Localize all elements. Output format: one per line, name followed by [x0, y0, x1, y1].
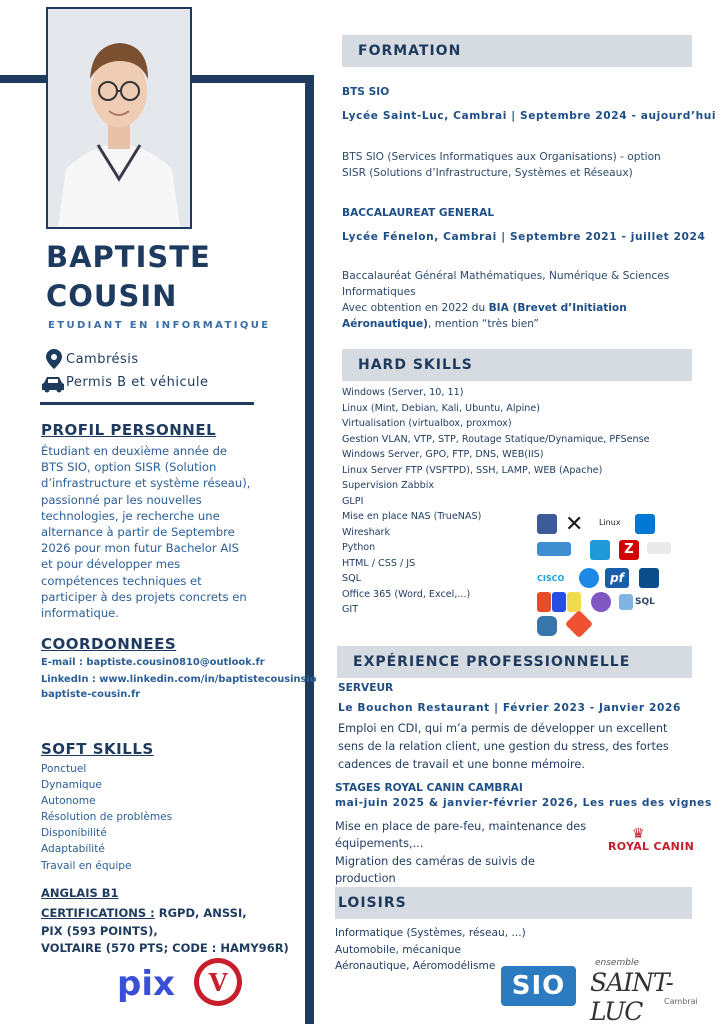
profil-text: Étudiant en deuxième année de BTS SIO, option SISR (Solution d’infrastructure et système réseau), passionné par les nouvelles technologies, je recherche une alternance à partir de Septembre 2026 pour mon futur Bachelor AIS et pour développer mes compétences techniques et participer à des projets concrets en informatique.: [41, 444, 251, 621]
experience-description-line: Migration des caméras de suivis de production: [335, 854, 535, 885]
experience-heading: EXPÉRIENCE PROFESSIONNELLE: [353, 654, 631, 670]
formation-description-line: Avec obtention en 2022 du: [342, 302, 489, 314]
loisirs-heading: LOISIRS: [338, 895, 407, 911]
loisirs-header-bar: [335, 887, 692, 919]
soft-skill-item: Dynamique: [41, 779, 102, 792]
profil-heading: PROFIL PERSONNEL: [41, 421, 217, 439]
hard-skill-item: GIT: [342, 604, 359, 615]
soft-skill-item: Résolution de problèmes: [41, 811, 173, 824]
css-logo-icon: [552, 592, 566, 612]
glpi-logo-icon: [590, 540, 610, 560]
tech-logos-grid: [535, 510, 675, 638]
royal-canin-crown-icon: ♛: [632, 826, 645, 842]
formation-description-line: Baccalauréat Général Mathématiques, Numérique & Sciences Informatiques: [342, 270, 670, 298]
hard-skill-item: Office 365 (Word, Excel,...): [342, 588, 471, 600]
loisirs-list: [335, 925, 526, 975]
hard-skills-heading: HARD SKILLS: [358, 357, 473, 373]
hard-skill-item: GLPI: [342, 495, 364, 507]
office365-logo-icon: [591, 592, 611, 612]
certifications-label: CERTIFICATIONS :: [41, 906, 155, 920]
car-icon: [41, 375, 65, 397]
coordonnees-heading: COORDONNEES: [41, 635, 177, 653]
experience-description: [335, 818, 595, 887]
soft-skill-item: Disponibilité: [41, 827, 107, 840]
linux-logo-icon: Linux: [599, 518, 621, 527]
formation-description: [342, 268, 687, 332]
experience-header-bar: [337, 646, 692, 678]
experience-subtitle: Le Bouchon Restaurant | Février 2023 - Janvier 2026: [338, 702, 681, 714]
formation-description-line: , mention “très bien”: [427, 318, 539, 330]
soft-skills-list: [41, 761, 172, 874]
hard-skill-item: Python: [342, 542, 376, 553]
experience-subtitle: mai-juin 2025 & janvier-février 2026, Les rues des vignes: [335, 797, 712, 809]
soft-skills-heading: SOFT SKILLS: [41, 740, 154, 758]
experience-title: STAGES ROYAL CANIN CAMBRAI: [335, 782, 523, 794]
hard-skills-header-bar: [342, 349, 692, 381]
profile-photo: [46, 7, 192, 229]
experience-description: Emploi en CDI, qui m’a permis de développer un excellent sens de la relation client, une gestion du stress, des fortes cadences de travail et une bonne mémoire.: [338, 722, 669, 771]
cisco-logo-icon: CISCO: [537, 574, 565, 583]
location-text: Cambrésis: [66, 352, 139, 367]
windows-logo-icon: [635, 514, 655, 534]
proxmox-logo-icon: ✕: [565, 512, 584, 537]
voltaire-letter: V: [208, 968, 228, 997]
portrait-illustration: [48, 9, 190, 227]
hard-skill-item: Windows Server, GPO, FTP, DNS, WEB(IIS): [342, 449, 544, 460]
linkedin-text: LinkedIn : www.linkedin.com/in/baptistecousinsio: [41, 674, 317, 685]
last-name: COUSIN: [46, 279, 178, 313]
formation-heading: FORMATION: [358, 43, 462, 59]
hard-skill-item: Wireshark: [342, 526, 391, 538]
certifications-line: PIX (593 POINTS),: [41, 923, 158, 938]
pfsense-logo-icon: pf: [605, 568, 629, 588]
location-pin-icon: [46, 349, 62, 373]
saint-luc-ensemble-text: ensemble: [595, 958, 639, 968]
database-logo-icon: [619, 594, 633, 610]
loisir-item: Informatique (Systèmes, réseau, ...): [335, 927, 526, 939]
windows-server-logo-icon: [537, 542, 571, 556]
experience-title: SERVEUR: [338, 682, 394, 694]
certifications-line: VOLTAIRE (570 PTS; CODE : HAMY96R): [41, 941, 289, 955]
license-text: Permis B et véhicule: [66, 375, 209, 390]
royal-canin-logo: ROYAL CANIN: [608, 840, 695, 853]
loisir-item: Aéronautique, Aéromodélisme: [335, 960, 496, 973]
hard-skill-item: Gestion VLAN, VTP, STP, Routage Statique/Dynamique, PFSense: [342, 433, 650, 445]
soft-skill-item: Travail en équipe: [41, 859, 132, 872]
hard-skill-item: SQL: [342, 573, 361, 584]
formation-description: BTS SIO (Services Informatiques aux Organisations) - option SISR (Solutions d’Infrastructure, Systèmes et Réseaux): [342, 151, 661, 179]
hard-skill-item: Virtualisation (virtualbox, proxmox): [342, 418, 512, 429]
sio-logo: SIO: [501, 966, 576, 1006]
html-logo-icon: [537, 592, 551, 612]
soft-skill-item: Adaptabilité: [41, 843, 105, 856]
network-logo-icon: [579, 568, 599, 588]
formation-bia-highlight: BIA (Brevet d’Initiation Aéronautique): [342, 302, 627, 330]
hard-skill-item: Windows (Server, 10, 11): [342, 387, 464, 398]
first-name: BAPTISTE: [46, 240, 211, 274]
experience-description-line: Mise en place de pare-feu, maintenance des équipements,...: [335, 820, 587, 851]
hard-skill-item: Linux Server FTP (VSFTPD), SSH, LAMP, WEB (Apache): [342, 464, 603, 476]
formation-subtitle: Lycée Fénelon, Cambrai | Septembre 2021 - juillet 2024: [342, 231, 706, 243]
git-logo-icon: [565, 610, 593, 638]
certifications-block: [41, 905, 289, 958]
formation-subtitle: Lycée Saint-Luc, Cambrai | Septembre 2024 - aujourd’hui: [342, 110, 717, 122]
email-text: E-mail : baptiste.cousin0810@outlook.fr: [41, 657, 265, 668]
saint-luc-logo: SAINT-LUC: [590, 968, 673, 1026]
soft-skill-item: Ponctuel: [41, 763, 87, 775]
sql-logo-icon: SQL: [635, 597, 655, 607]
saint-luc-city: Cambrai: [664, 997, 698, 1006]
job-subtitle: ETUDIANT EN INFORMATIQUE: [48, 320, 271, 331]
wireshark-logo-icon: [639, 568, 659, 588]
python-logo-icon: [537, 616, 557, 636]
formation-title: BTS SIO: [342, 86, 390, 98]
pix-logo: pix: [117, 964, 175, 1004]
virtualbox-logo-icon: [537, 514, 557, 534]
linkedin-text-continued: baptiste-cousin.fr: [41, 689, 141, 700]
voltaire-logo: [194, 958, 242, 1006]
js-logo-icon: [567, 592, 581, 612]
formation-header-bar: [342, 35, 692, 67]
loisir-item: Automobile, mécanique: [335, 943, 462, 956]
language-text: ANGLAIS B1: [41, 886, 119, 900]
soft-skill-item: Autonome: [41, 795, 96, 808]
hard-skill-item: Mise en place NAS (TrueNAS): [342, 511, 482, 522]
hard-skill-item: HTML / CSS / JS: [342, 557, 416, 569]
hard-skill-item: Supervision Zabbix: [342, 480, 435, 491]
zabbix-logo-icon: Z: [619, 540, 639, 560]
hard-skill-item: Linux (Mint, Debian, Kali, Ubuntu, Alpine): [342, 402, 540, 414]
divider: [40, 402, 254, 405]
lamp-logo-icon: [647, 542, 671, 554]
formation-title: BACCALAUREAT GENERAL: [342, 207, 495, 219]
certifications-line: RGPD, ANSSI,: [154, 906, 247, 920]
